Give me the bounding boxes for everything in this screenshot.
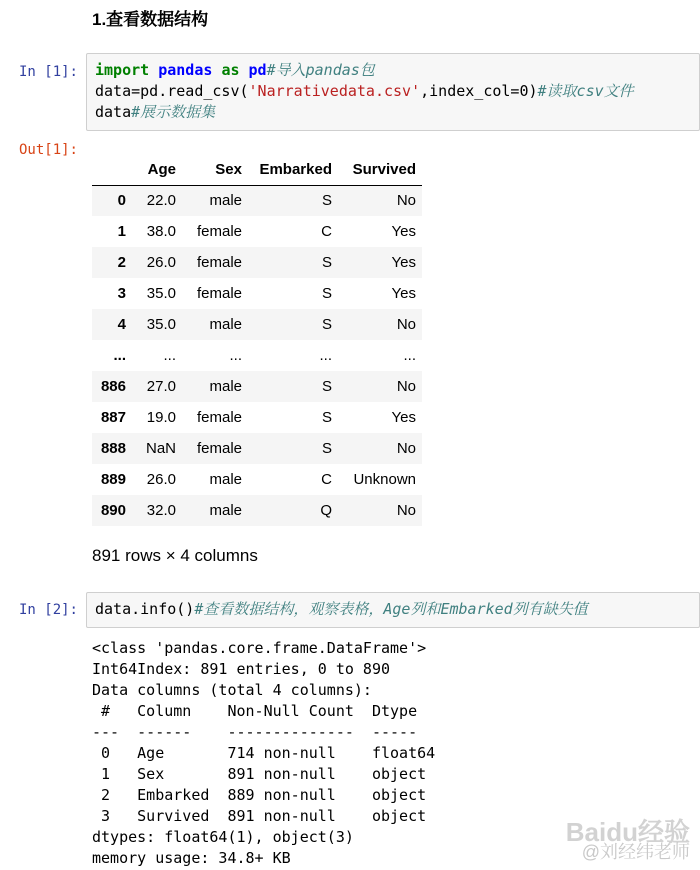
row-index: 888 bbox=[100, 440, 126, 457]
output-line: 3 Survived 891 non-null object bbox=[92, 807, 436, 825]
section-heading: 1.查看数据结构 bbox=[92, 10, 209, 29]
code-comment-1: #导入pandas包 bbox=[266, 61, 375, 79]
table-row bbox=[92, 216, 422, 247]
output-line: --- ------ -------------- ----- bbox=[92, 723, 436, 741]
cell-age: 35.0 bbox=[146, 285, 176, 302]
row-index: 3 bbox=[117, 285, 126, 302]
dataframe-table bbox=[92, 154, 422, 526]
cell2-in-prompt: In [2]: bbox=[18, 602, 78, 618]
cell-embarked: ... bbox=[319, 347, 332, 364]
cell-age: 35.0 bbox=[146, 316, 176, 333]
dataframe-shape-summary: 891 rows × 4 columns bbox=[92, 546, 258, 565]
cell-embarked: S bbox=[321, 285, 332, 302]
cell-survived: ... bbox=[403, 347, 416, 364]
cell-embarked: S bbox=[321, 192, 332, 210]
cell-survived: No bbox=[396, 502, 416, 519]
cell2-code-input[interactable] bbox=[86, 592, 700, 628]
cell-survived: Unknown bbox=[353, 471, 416, 488]
output-line: <class 'pandas.core.frame.DataFrame'> bbox=[92, 639, 427, 657]
cell-sex: female bbox=[196, 223, 242, 240]
cell1-code-input[interactable] bbox=[86, 53, 700, 131]
row-index: 2 bbox=[117, 254, 126, 271]
row-index: 889 bbox=[100, 471, 126, 488]
output-line: 0 Age 714 non-null float64 bbox=[92, 744, 436, 762]
row-index: 4 bbox=[117, 316, 126, 333]
cell-age: 26.0 bbox=[146, 471, 176, 488]
cell-embarked: S bbox=[321, 254, 332, 271]
table-row bbox=[92, 371, 422, 402]
header-embarked: Embarked bbox=[248, 154, 338, 185]
cell-embarked: Q bbox=[320, 502, 332, 519]
cell-sex: female bbox=[196, 285, 242, 302]
baidu-logo: Baidu经验 bbox=[565, 817, 690, 847]
cell-embarked: S bbox=[321, 316, 332, 333]
header-survived: Survived bbox=[338, 154, 422, 185]
row-index: ... bbox=[113, 347, 126, 364]
output-line: memory usage: 34.8+ KB bbox=[92, 849, 291, 867]
table-row bbox=[92, 402, 422, 433]
cell-sex: female bbox=[196, 254, 242, 271]
output-line: 1 Sex 891 non-null object bbox=[92, 765, 436, 783]
code-alias-pd: pd bbox=[248, 61, 267, 79]
code-comment-info: #查看数据结构，观察表格，Age列和Embarked列有缺失值 bbox=[194, 600, 588, 618]
code-info-call: data.info() bbox=[95, 600, 195, 618]
code-keyword-import: import bbox=[95, 61, 150, 79]
cell1-out-prompt: Out[1]: bbox=[18, 142, 78, 158]
cell1-in-prompt: In [1]: bbox=[18, 64, 78, 80]
table-row bbox=[92, 309, 422, 340]
cell-embarked: C bbox=[321, 471, 332, 488]
cell-age: 26.0 bbox=[146, 254, 176, 271]
code-comment-3: #展示数据集 bbox=[131, 103, 216, 121]
table-row bbox=[92, 278, 422, 309]
code-line2-pre: data=pd.read_csv( bbox=[95, 82, 249, 100]
cell-survived: No bbox=[396, 316, 416, 333]
cell-sex: male bbox=[209, 192, 242, 210]
cell-age: 19.0 bbox=[146, 409, 176, 426]
code-line3-pre: data bbox=[95, 103, 132, 121]
table-row bbox=[92, 495, 422, 526]
output-line: 2 Embarked 889 non-null object bbox=[92, 786, 436, 804]
info-output bbox=[92, 638, 435, 869]
cell-sex: male bbox=[209, 471, 242, 488]
cell-age: ... bbox=[163, 347, 176, 364]
cell-survived: No bbox=[396, 378, 416, 395]
cell-embarked: S bbox=[321, 409, 332, 426]
cell-sex: male bbox=[209, 378, 242, 395]
baidu-watermark bbox=[565, 817, 690, 862]
header-age: Age bbox=[132, 154, 182, 185]
cell-age: 27.0 bbox=[146, 378, 176, 395]
cell-survived: Yes bbox=[391, 409, 416, 426]
cell-age: NaN bbox=[145, 440, 176, 457]
cell-age: 22.0 bbox=[146, 192, 176, 210]
table-row bbox=[92, 464, 422, 495]
cell-sex: female bbox=[196, 409, 242, 426]
cell-sex: male bbox=[209, 316, 242, 333]
cell-sex: male bbox=[209, 502, 242, 519]
code-string-filename: 'Narrativedata.csv' bbox=[248, 82, 421, 100]
table-row bbox=[92, 185, 422, 216]
table-row bbox=[92, 247, 422, 278]
cell-survived: Yes bbox=[391, 254, 416, 271]
watermark-author: @刘经纬老师 bbox=[581, 842, 690, 862]
code-comment-2: #读取csv文件 bbox=[537, 82, 634, 100]
output-line: Data columns (total 4 columns): bbox=[92, 681, 372, 699]
cell-survived: No bbox=[396, 440, 416, 457]
cell-survived: Yes bbox=[391, 285, 416, 302]
row-index: 0 bbox=[117, 192, 126, 210]
table-row bbox=[92, 433, 422, 464]
output-line: Int64Index: 891 entries, 0 to 890 bbox=[92, 660, 391, 678]
cell-embarked: S bbox=[321, 440, 332, 457]
row-index: 886 bbox=[100, 378, 126, 395]
row-index: 1 bbox=[117, 223, 126, 240]
output-line: # Column Non-Null Count Dtype bbox=[92, 702, 436, 720]
cell-survived: No bbox=[396, 192, 416, 210]
row-index: 887 bbox=[100, 409, 126, 426]
output-line: dtypes: float64(1), object(3) bbox=[92, 828, 354, 846]
cell-age: 32.0 bbox=[146, 502, 176, 519]
cell-embarked: C bbox=[321, 223, 332, 240]
table-header-row bbox=[92, 154, 422, 185]
header-sex: Sex bbox=[182, 154, 248, 185]
cell-sex: ... bbox=[229, 347, 242, 364]
cell-age: 38.0 bbox=[146, 223, 176, 240]
cell-sex: female bbox=[196, 440, 242, 457]
table-row-ellipsis bbox=[92, 340, 422, 371]
code-module-pandas: pandas bbox=[158, 61, 213, 79]
cell-embarked: S bbox=[321, 378, 332, 395]
row-index: 890 bbox=[100, 502, 126, 519]
header-index bbox=[92, 154, 132, 185]
code-keyword-as: as bbox=[221, 61, 240, 79]
code-line2-post: ,index_col=0) bbox=[420, 82, 538, 100]
cell-survived: Yes bbox=[391, 223, 416, 240]
